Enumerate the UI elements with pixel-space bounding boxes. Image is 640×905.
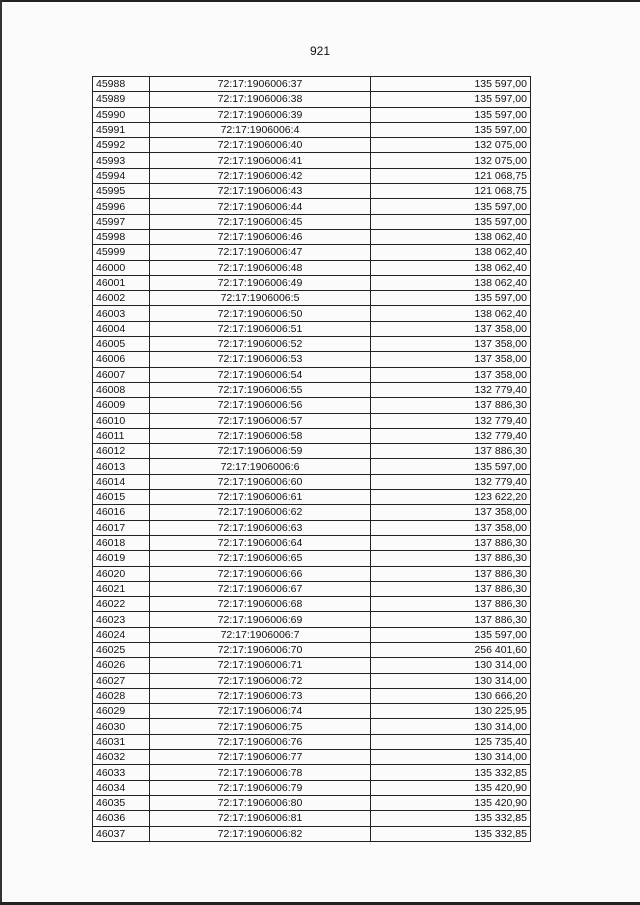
cadastral-number-cell: 72:17:1906006:54 (150, 367, 371, 382)
value-cell: 135 597,00 (371, 214, 531, 229)
row-number-cell: 46015 (93, 490, 150, 505)
row-number-cell: 46002 (93, 291, 150, 306)
table-row (93, 811, 531, 826)
table-row (93, 444, 531, 459)
cadastral-number-cell: 72:17:1906006:72 (150, 673, 371, 688)
cadastral-number-cell: 72:17:1906006:7 (150, 627, 371, 642)
table-row (93, 138, 531, 153)
scan-edge-left (0, 0, 2, 905)
value-cell: 130 314,00 (371, 719, 531, 734)
table-row (93, 780, 531, 795)
row-number-cell: 46033 (93, 765, 150, 780)
cadastral-number-cell: 72:17:1906006:4 (150, 122, 371, 137)
table-row (93, 581, 531, 596)
cadastral-number-cell: 72:17:1906006:75 (150, 719, 371, 734)
row-number-cell: 45994 (93, 168, 150, 183)
row-number-cell: 46016 (93, 505, 150, 520)
cadastral-number-cell: 72:17:1906006:68 (150, 597, 371, 612)
row-number-cell: 45991 (93, 122, 150, 137)
table-row (93, 566, 531, 581)
cadastral-number-cell: 72:17:1906006:5 (150, 291, 371, 306)
table-row (93, 382, 531, 397)
value-cell: 135 597,00 (371, 92, 531, 107)
value-cell: 130 225,95 (371, 704, 531, 719)
table-row (93, 658, 531, 673)
value-cell: 130 666,20 (371, 688, 531, 703)
table-row (93, 750, 531, 765)
table-row (93, 168, 531, 183)
cadastral-number-cell: 72:17:1906006:64 (150, 535, 371, 550)
table-row (93, 535, 531, 550)
row-number-cell: 46022 (93, 597, 150, 612)
value-cell: 132 779,40 (371, 413, 531, 428)
value-cell: 132 779,40 (371, 474, 531, 489)
row-number-cell: 46024 (93, 627, 150, 642)
row-number-cell: 46019 (93, 551, 150, 566)
value-cell: 121 068,75 (371, 184, 531, 199)
cadastral-number-cell: 72:17:1906006:40 (150, 138, 371, 153)
cadastral-number-cell: 72:17:1906006:80 (150, 795, 371, 810)
cadastral-number-cell: 72:17:1906006:66 (150, 566, 371, 581)
value-cell: 137 886,30 (371, 398, 531, 413)
cadastral-number-cell: 72:17:1906006:43 (150, 184, 371, 199)
table-row (93, 92, 531, 107)
value-cell: 137 358,00 (371, 321, 531, 336)
row-number-cell: 46003 (93, 306, 150, 321)
table-row (93, 107, 531, 122)
table-row (93, 352, 531, 367)
cadastral-number-cell: 72:17:1906006:79 (150, 780, 371, 795)
row-number-cell: 46027 (93, 673, 150, 688)
records-table (92, 76, 531, 842)
cadastral-number-cell: 72:17:1906006:69 (150, 612, 371, 627)
value-cell: 132 779,40 (371, 428, 531, 443)
table-row (93, 474, 531, 489)
row-number-cell: 46029 (93, 704, 150, 719)
table-row (93, 765, 531, 780)
cadastral-number-cell: 72:17:1906006:37 (150, 77, 371, 92)
cadastral-number-cell: 72:17:1906006:44 (150, 199, 371, 214)
table-row (93, 597, 531, 612)
cadastral-number-cell: 72:17:1906006:48 (150, 260, 371, 275)
value-cell: 130 314,00 (371, 673, 531, 688)
value-cell: 137 358,00 (371, 367, 531, 382)
row-number-cell: 46021 (93, 581, 150, 596)
value-cell: 137 358,00 (371, 352, 531, 367)
row-number-cell: 46004 (93, 321, 150, 336)
table-row (93, 673, 531, 688)
row-number-cell: 46011 (93, 428, 150, 443)
row-number-cell: 45989 (93, 92, 150, 107)
row-number-cell: 45993 (93, 153, 150, 168)
cadastral-number-cell: 72:17:1906006:65 (150, 551, 371, 566)
value-cell: 135 332,85 (371, 765, 531, 780)
value-cell: 135 597,00 (371, 627, 531, 642)
cadastral-number-cell: 72:17:1906006:57 (150, 413, 371, 428)
table-row (93, 627, 531, 642)
value-cell: 132 075,00 (371, 138, 531, 153)
cadastral-number-cell: 72:17:1906006:60 (150, 474, 371, 489)
value-cell: 137 358,00 (371, 337, 531, 352)
table-row (93, 490, 531, 505)
table-row (93, 153, 531, 168)
value-cell: 135 420,90 (371, 795, 531, 810)
value-cell: 138 062,40 (371, 229, 531, 244)
row-number-cell: 46020 (93, 566, 150, 581)
value-cell: 138 062,40 (371, 245, 531, 260)
row-number-cell: 46025 (93, 642, 150, 657)
table-row (93, 321, 531, 336)
row-number-cell: 45995 (93, 184, 150, 199)
cadastral-number-cell: 72:17:1906006:63 (150, 520, 371, 535)
table-row (93, 612, 531, 627)
table-row (93, 413, 531, 428)
cadastral-number-cell: 72:17:1906006:51 (150, 321, 371, 336)
row-number-cell: 46006 (93, 352, 150, 367)
table-row (93, 704, 531, 719)
table-row (93, 398, 531, 413)
row-number-cell: 46013 (93, 459, 150, 474)
row-number-cell: 46026 (93, 658, 150, 673)
value-cell: 132 075,00 (371, 153, 531, 168)
row-number-cell: 45997 (93, 214, 150, 229)
row-number-cell: 46036 (93, 811, 150, 826)
cadastral-number-cell: 72:17:1906006:58 (150, 428, 371, 443)
value-cell: 256 401,60 (371, 642, 531, 657)
row-number-cell: 45999 (93, 245, 150, 260)
table-row (93, 337, 531, 352)
table-row (93, 122, 531, 137)
value-cell: 135 597,00 (371, 459, 531, 474)
table-row (93, 520, 531, 535)
value-cell: 123 622,20 (371, 490, 531, 505)
table-row (93, 505, 531, 520)
value-cell: 135 597,00 (371, 122, 531, 137)
table-row (93, 428, 531, 443)
row-number-cell: 46009 (93, 398, 150, 413)
cadastral-number-cell: 72:17:1906006:38 (150, 92, 371, 107)
value-cell: 130 314,00 (371, 750, 531, 765)
cadastral-number-cell: 72:17:1906006:74 (150, 704, 371, 719)
value-cell: 121 068,75 (371, 168, 531, 183)
row-number-cell: 45996 (93, 199, 150, 214)
cadastral-number-cell: 72:17:1906006:78 (150, 765, 371, 780)
page-number: 921 (309, 44, 331, 58)
cadastral-number-cell: 72:17:1906006:71 (150, 658, 371, 673)
table-row (93, 184, 531, 199)
value-cell: 135 420,90 (371, 780, 531, 795)
table-row (93, 688, 531, 703)
row-number-cell: 46034 (93, 780, 150, 795)
cadastral-number-cell: 72:17:1906006:56 (150, 398, 371, 413)
row-number-cell: 45990 (93, 107, 150, 122)
row-number-cell: 46008 (93, 382, 150, 397)
row-number-cell: 46023 (93, 612, 150, 627)
row-number-cell: 45998 (93, 229, 150, 244)
table-row (93, 734, 531, 749)
cadastral-number-cell: 72:17:1906006:46 (150, 229, 371, 244)
table-row (93, 459, 531, 474)
cadastral-number-cell: 72:17:1906006:76 (150, 734, 371, 749)
table-row (93, 77, 531, 92)
value-cell: 135 597,00 (371, 107, 531, 122)
cadastral-number-cell: 72:17:1906006:39 (150, 107, 371, 122)
table-row (93, 719, 531, 734)
value-cell: 137 886,30 (371, 566, 531, 581)
row-number-cell: 46012 (93, 444, 150, 459)
table-row (93, 291, 531, 306)
row-number-cell: 46017 (93, 520, 150, 535)
table-row (93, 551, 531, 566)
value-cell: 137 886,30 (371, 551, 531, 566)
scan-edge-top (0, 0, 640, 2)
value-cell: 137 358,00 (371, 520, 531, 535)
cadastral-number-cell: 72:17:1906006:42 (150, 168, 371, 183)
cadastral-number-cell: 72:17:1906006:59 (150, 444, 371, 459)
value-cell: 135 597,00 (371, 77, 531, 92)
row-number-cell: 46018 (93, 535, 150, 550)
cadastral-number-cell: 72:17:1906006:55 (150, 382, 371, 397)
value-cell: 138 062,40 (371, 275, 531, 290)
value-cell: 135 332,85 (371, 826, 531, 841)
value-cell: 137 886,30 (371, 612, 531, 627)
table-row (93, 642, 531, 657)
cadastral-number-cell: 72:17:1906006:45 (150, 214, 371, 229)
row-number-cell: 45988 (93, 77, 150, 92)
cadastral-number-cell: 72:17:1906006:53 (150, 352, 371, 367)
cadastral-number-cell: 72:17:1906006:81 (150, 811, 371, 826)
value-cell: 137 886,30 (371, 444, 531, 459)
cadastral-number-cell: 72:17:1906006:61 (150, 490, 371, 505)
row-number-cell: 46032 (93, 750, 150, 765)
value-cell: 125 735,40 (371, 734, 531, 749)
row-number-cell: 46028 (93, 688, 150, 703)
table-row (93, 260, 531, 275)
cadastral-number-cell: 72:17:1906006:67 (150, 581, 371, 596)
table-row (93, 795, 531, 810)
row-number-cell: 46010 (93, 413, 150, 428)
row-number-cell: 46030 (93, 719, 150, 734)
cadastral-number-cell: 72:17:1906006:6 (150, 459, 371, 474)
cadastral-number-cell: 72:17:1906006:52 (150, 337, 371, 352)
cadastral-number-cell: 72:17:1906006:70 (150, 642, 371, 657)
row-number-cell: 46031 (93, 734, 150, 749)
table-row (93, 229, 531, 244)
table-row (93, 367, 531, 382)
row-number-cell: 46037 (93, 826, 150, 841)
value-cell: 137 886,30 (371, 535, 531, 550)
row-number-cell: 46035 (93, 795, 150, 810)
value-cell: 135 597,00 (371, 199, 531, 214)
table-row (93, 245, 531, 260)
value-cell: 135 332,85 (371, 811, 531, 826)
row-number-cell: 46000 (93, 260, 150, 275)
cadastral-number-cell: 72:17:1906006:62 (150, 505, 371, 520)
value-cell: 137 358,00 (371, 505, 531, 520)
value-cell: 132 779,40 (371, 382, 531, 397)
value-cell: 130 314,00 (371, 658, 531, 673)
cadastral-number-cell: 72:17:1906006:82 (150, 826, 371, 841)
value-cell: 138 062,40 (371, 306, 531, 321)
cadastral-number-cell: 72:17:1906006:77 (150, 750, 371, 765)
table-row (93, 214, 531, 229)
records-table-body (93, 77, 531, 842)
cadastral-number-cell: 72:17:1906006:49 (150, 275, 371, 290)
cadastral-number-cell: 72:17:1906006:41 (150, 153, 371, 168)
row-number-cell: 45992 (93, 138, 150, 153)
row-number-cell: 46007 (93, 367, 150, 382)
table-row (93, 306, 531, 321)
cadastral-number-cell: 72:17:1906006:73 (150, 688, 371, 703)
value-cell: 137 886,30 (371, 581, 531, 596)
cadastral-number-cell: 72:17:1906006:50 (150, 306, 371, 321)
row-number-cell: 46014 (93, 474, 150, 489)
cadastral-number-cell: 72:17:1906006:47 (150, 245, 371, 260)
value-cell: 137 886,30 (371, 597, 531, 612)
row-number-cell: 46005 (93, 337, 150, 352)
value-cell: 135 597,00 (371, 291, 531, 306)
table-row (93, 199, 531, 214)
table-row (93, 826, 531, 841)
table-row (93, 275, 531, 290)
value-cell: 138 062,40 (371, 260, 531, 275)
row-number-cell: 46001 (93, 275, 150, 290)
